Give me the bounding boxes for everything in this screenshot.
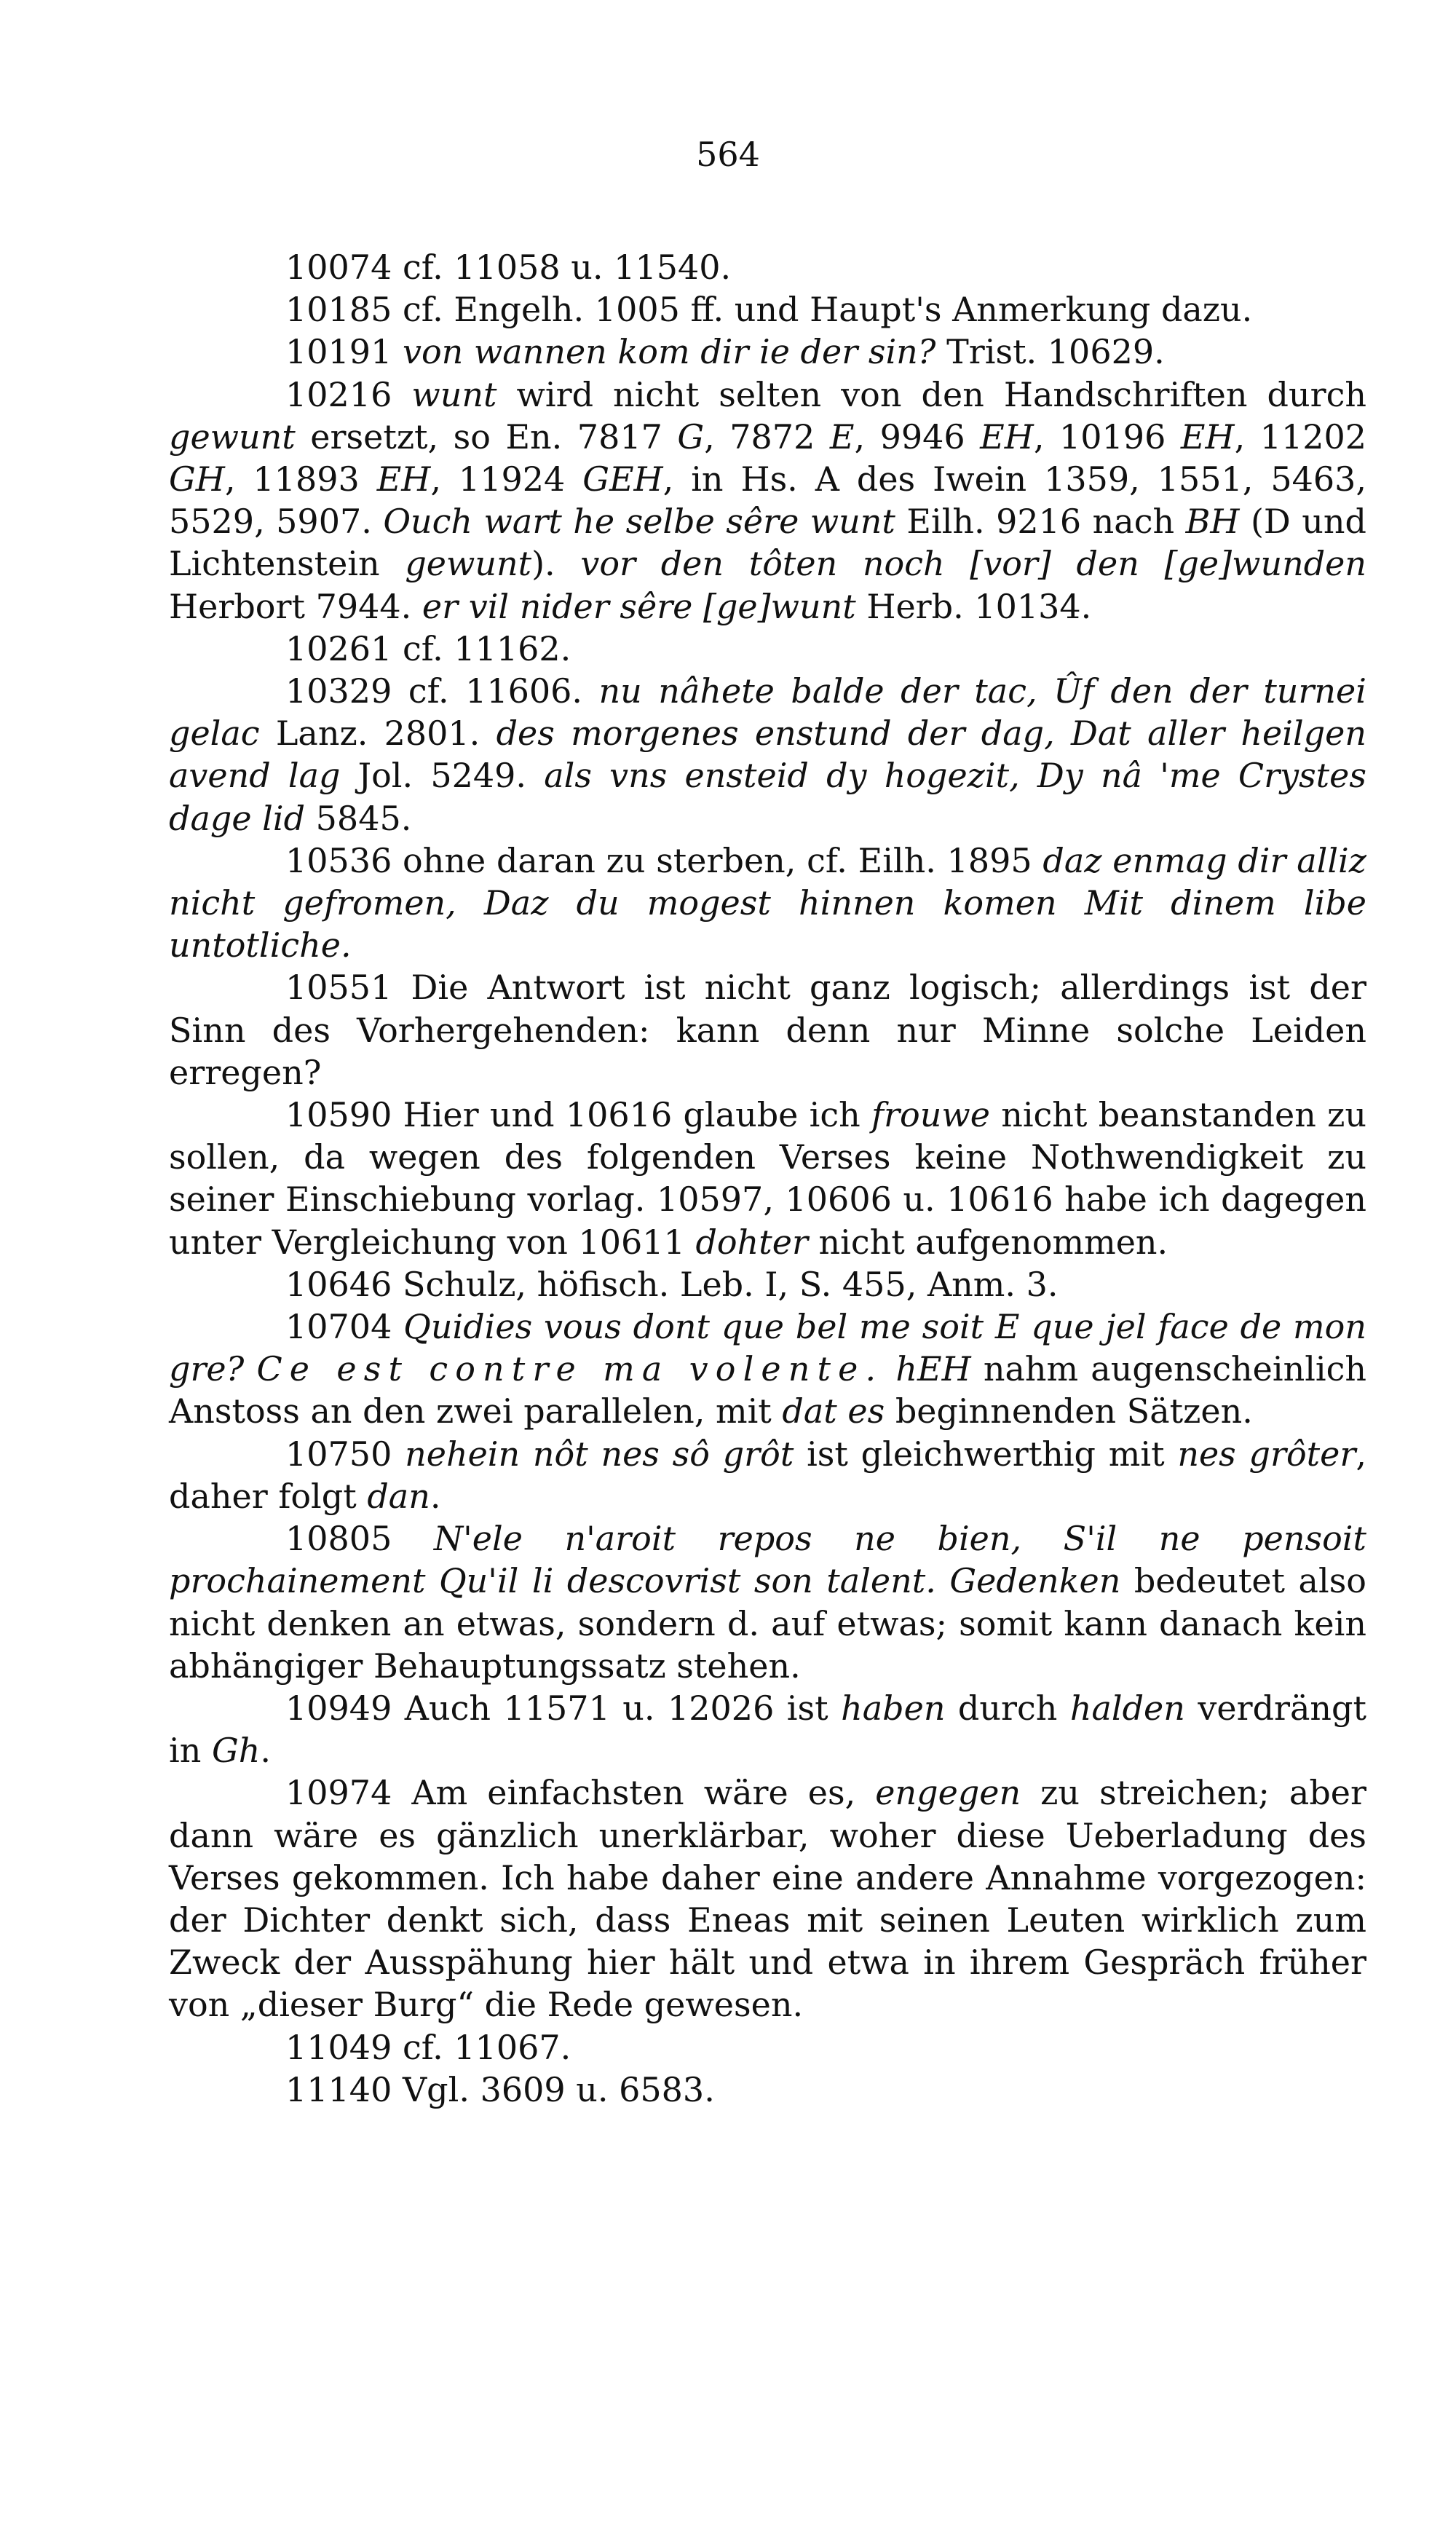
note-10805: 10805 N'ele n'aroit repos ne bien, S'il ne pensoit prochainement Qu'il li descovrist son talent. Gedenken bedeutet also nicht denken an etwas, sondern d. auf etwas; somit kann danach kein abhängiger Behauptungssatz stehen. <box>169 1519 1366 1686</box>
note-10590: 10590 Hier und 10616 glaube ich frouwe nicht beanstanden zu sollen, da wegen des folgenden Verses keine Nothwendigkeit zu seiner Einschiebung vorlag. 10597, 10606 u. 10616 habe ich dagegen unter Vergleichung von 10611 dohter nicht aufgenommen. <box>169 1095 1366 1262</box>
note-10551: 10551 Die Antwort ist nicht ganz logisch; allerdings ist der Sinn des Vorhergehenden: kann denn nur Minne solche Leiden erregen? <box>169 968 1366 1092</box>
commentary-notes <box>169 246 1366 2111</box>
note-11140: 11140 Vgl. 3609 u. 6583. <box>285 2069 715 2109</box>
note-10646: 10646 Schulz, höfisch. Leb. I, S. 455, Anm. 3. <box>285 1264 1059 1304</box>
note-10261: 10261 cf. 11162. <box>285 628 571 668</box>
note-10704: 10704 Quidies vous dont que bel me soit E que jel face de mon gre? Ce est contre ma volente. hEH nahm augenscheinlich Anstoss an den zwei parallelen, mit dat es beginnenden Sätzen. <box>169 1307 1367 1431</box>
note-10949: 10949 Auch 11571 u. 12026 ist haben durch halden verdrängt in Gh. <box>169 1688 1366 1771</box>
note-10185: 10185 cf. Engelh. 1005 ff. und Haupt's Anmerkung dazu. <box>285 290 1253 330</box>
note-10074: 10074 cf. 11058 u. 11540. <box>285 248 732 287</box>
note-10216: 10216 wunt wird nicht selten von den Handschriften durch gewunt ersetzt, so En. 7817 G, 7872 E, 9946 EH, 10196 EH, 11202 GH, 11893 EH, 11924 GEH, in Hs. A des Iwein 1359, 1551, 5463, 5529, 5907. Ouch wart he selbe sêre wunt Eilh. 9216 nach BH (D und Lichtenstein gewunt). vor den tôten noch [vor] den [ge]wunden Herbort 7944. er vil nider sêre [ge]wunt Herb. 10134. <box>169 374 1367 626</box>
note-10536: 10536 ohne daran zu sterben, cf. Eilh. 1895 daz enmag dir alliz nicht gefromen, Daz du mogest hinnen komen Mit dinem libe untotliche. <box>169 840 1366 965</box>
note-10329: 10329 cf. 11606. nu nâhete balde der tac, Ûf den der turnei gelac Lanz. 2801. des morgenes enstund der dag, Dat aller heilgen avend lag Jol. 5249. als vns ensteid dy hogezit, Dy nâ 'me Crystes dage lid 5845. <box>169 671 1367 838</box>
note-10974: 10974 Am einfachsten wäre es, engegen zu streichen; aber dann wäre es gänzlich unerklärbar, woher diese Ueberladung des Verses gekommen. Ich habe daher eine andere Annahme vorgezogen: der Dichter denkt sich, dass Eneas mit seinen Leuten wirklich zum Zweck der Ausspähung hier hält und etwa in ihrem Gespräch früher von „dieser Burg“ die Rede gewesen. <box>169 1773 1366 2025</box>
note-11049: 11049 cf. 11067. <box>285 2027 571 2067</box>
note-10191: 10191 von wannen kom dir ie der sin? Trist. 10629. <box>285 332 1165 372</box>
note-10750: 10750 nehein nôt nes sô grôt ist gleichwerthig mit nes grôter, daher folgt dan. <box>169 1434 1366 1516</box>
page-number: 564 <box>696 135 760 174</box>
